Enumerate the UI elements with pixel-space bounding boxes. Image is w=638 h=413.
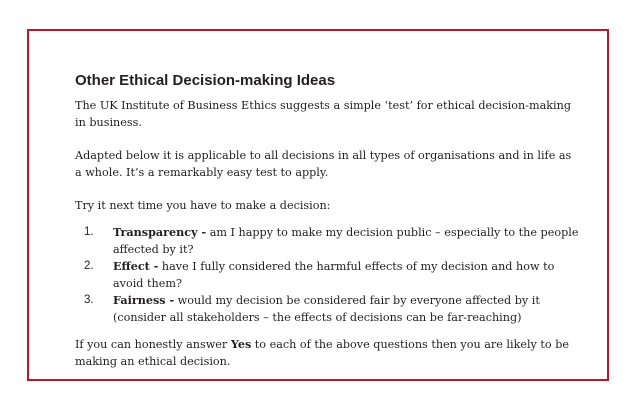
adapted-paragraph: Adapted below it is applicable to all decisions in all types of organisations and in life as a whole. It’s a remarkably easy test to apply. xyxy=(75,149,572,179)
list-number: 3. xyxy=(84,294,94,306)
closing-pre: If you can honestly answer xyxy=(75,338,231,351)
list-term: Transparency - xyxy=(113,225,207,239)
closing-paragraph xyxy=(75,336,580,370)
list-item-fairness xyxy=(75,292,580,326)
list-text: am I happy to make my decision public – especially to the people affected by it? xyxy=(113,226,579,256)
list-item-transparency xyxy=(75,224,580,258)
list-text: have I fully considered the harmful effects of my decision and how to avoid them? xyxy=(113,260,555,290)
list-number: 2. xyxy=(84,260,94,272)
question-list xyxy=(75,224,580,326)
intro-paragraph: The UK Institute of Business Ethics suggests a simple ‘test’ for ethical decision-making in business. xyxy=(75,99,571,129)
document-title: Other Ethical Decision-making Ideas xyxy=(75,72,336,89)
list-number: 1. xyxy=(84,226,94,238)
list-term: Fairness - xyxy=(113,293,175,307)
closing-yes: Yes xyxy=(230,337,252,351)
document-content xyxy=(75,72,580,370)
list-term: Effect - xyxy=(113,259,159,273)
list-item-effect xyxy=(75,258,580,292)
closing-post: to each of the above questions then you are likely to be making an ethical decision. xyxy=(75,338,570,368)
instruction-paragraph: Try it next time you have to make a decision: xyxy=(75,199,331,212)
list-text: would my decision be considered fair by everyone affected by it (consider all stakeholders – the effects of decisions can be far-reaching) xyxy=(113,294,540,324)
